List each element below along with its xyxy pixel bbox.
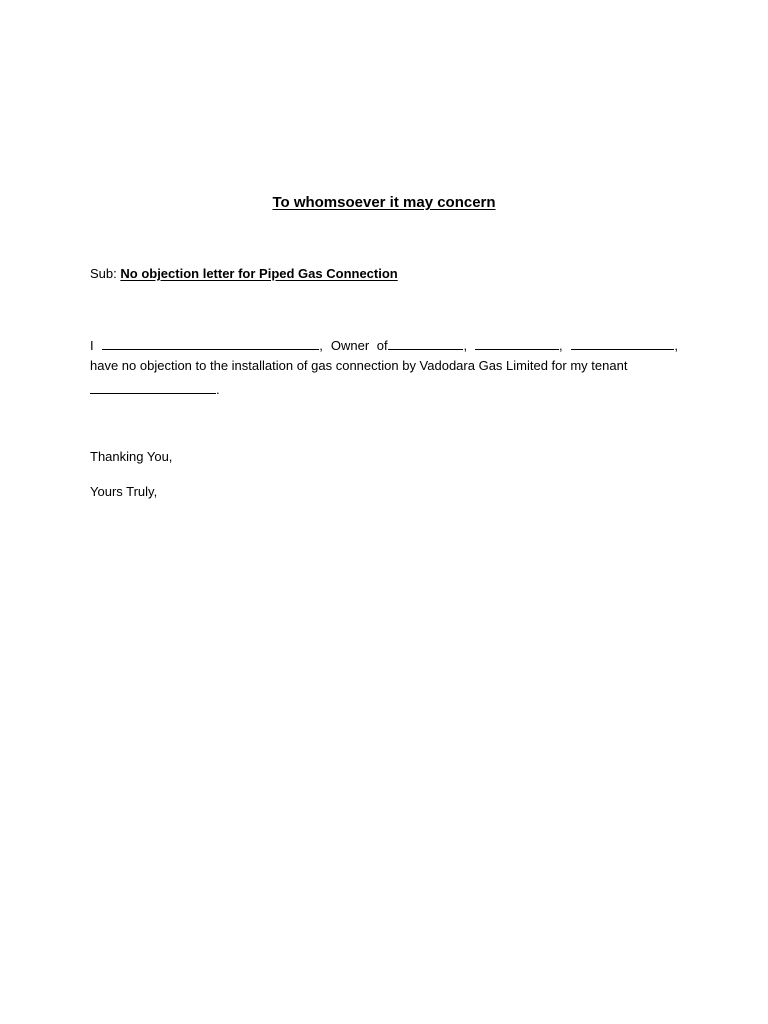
body-comma-3: , xyxy=(558,338,563,353)
property-blank-2[interactable] xyxy=(475,336,559,350)
body-i: I xyxy=(90,338,94,353)
subject-prefix: Sub: xyxy=(90,266,117,281)
body-line-2: have no objection to the installation of gas connection by Vadodara Gas Limited for my tenant xyxy=(90,358,628,373)
yours-truly: Yours Truly, xyxy=(90,484,158,499)
body-owner-of: Owner of xyxy=(330,338,388,353)
body-comma-1: , xyxy=(319,338,323,353)
thanking-you: Thanking You, xyxy=(90,449,173,464)
body-comma-4: , xyxy=(674,338,679,353)
subject-text: No objection letter for Piped Gas Connection xyxy=(120,266,398,281)
tenant-blank[interactable] xyxy=(90,380,216,394)
body-line-1 xyxy=(90,336,678,353)
name-blank[interactable] xyxy=(102,336,320,350)
body-period: . xyxy=(216,382,220,397)
subject-line xyxy=(90,266,398,281)
property-blank-3[interactable] xyxy=(571,336,675,350)
body-comma-2: , xyxy=(463,338,468,353)
property-blank-1[interactable] xyxy=(388,336,464,350)
body-line-3 xyxy=(90,380,220,397)
letter-title: To whomsoever it may concern xyxy=(272,194,496,211)
